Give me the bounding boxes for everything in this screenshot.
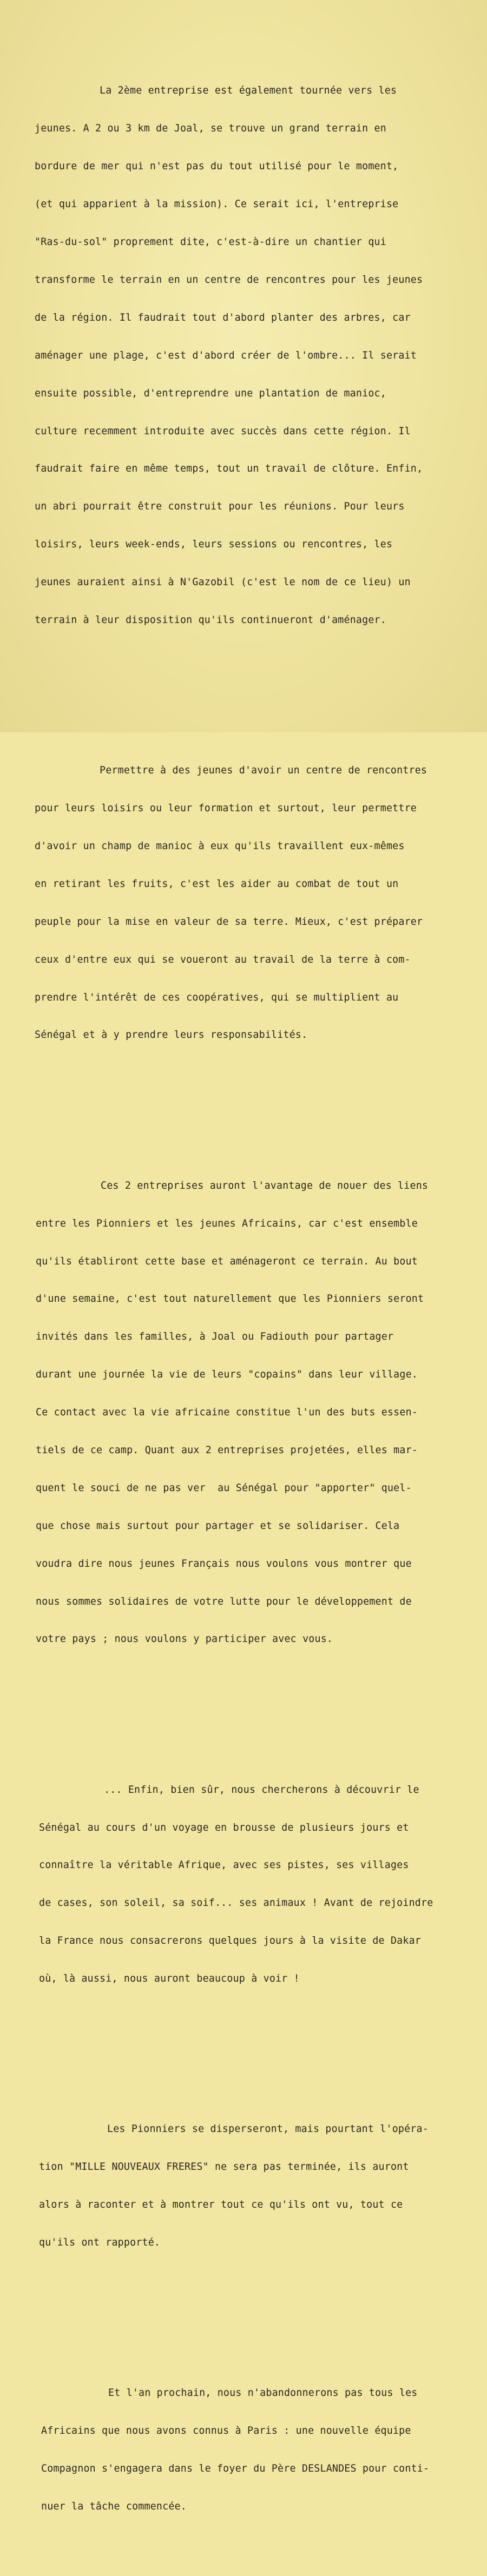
- paragraph-1: [35, 59, 479, 652]
- paragraph-gap: [30, 1104, 479, 1116]
- text-line: où, là aussi, nous auront beaucoup à voir !: [39, 1973, 300, 1985]
- text-line: Les Pionniers se disperseront, mais pourtant l'opéra-: [107, 2123, 429, 2135]
- document-body: [30, 22, 479, 2576]
- text-line: aménager une plage, c'est d'abord créer de l'ombre... Il serait: [35, 349, 417, 361]
- paragraph-5: [39, 2098, 479, 2274]
- text-line: la France nous consacrerons quelques jours à la visite de Dakar: [39, 1935, 421, 1947]
- paragraph-6: [41, 2362, 479, 2538]
- text-line: qu'ils ont rapporté.: [39, 2237, 161, 2249]
- text-line: ensuite possible, d'entreprendre une plantation de manioc,: [35, 387, 386, 399]
- text-line: peuple pour la mise en valeur de sa terre. Mieux, c'est préparer: [35, 916, 423, 928]
- paragraph-gap: [30, 690, 479, 701]
- text-line: Ce contact avec la vie africaine constitue l'un des buts essen-: [36, 1407, 418, 1419]
- text-line: terrain à leur disposition qu'ils continueront d'aménager.: [35, 614, 386, 626]
- text-line: La 2ème entreprise est également tournée vers les: [100, 85, 397, 97]
- text-line: Et l'an prochain, nous n'abandonnerons pas tous les: [108, 2387, 418, 2399]
- text-line: jeunes. A 2 ou 3 km de Joal, se trouve un grand terrain en: [35, 123, 386, 135]
- text-line: invités dans les familles, à Joal ou Fadiouth pour partager: [36, 1331, 394, 1343]
- text-line: voudra dire nous jeunes Français nous voulons vous montrer que: [36, 1558, 412, 1570]
- text-line: bordure de mer qui n'est pas du tout utilisé pour le moment,: [35, 161, 399, 173]
- paragraph-gap: [30, 2312, 479, 2324]
- text-line: prendre l'intérêt de ces coopératives, qui se multiplient au: [35, 991, 399, 1003]
- text-line: durant une journée la vie de leurs "copains" dans leur village.: [36, 1369, 418, 1381]
- text-line: transforme le terrain en un centre de rencontres pour les jeunes: [35, 274, 423, 286]
- text-line: que chose mais surtout pour partager et se solidariser. Cela: [36, 1520, 400, 1532]
- text-line: de la région. Il faudrait tout d'abord planter des arbres, car: [35, 312, 411, 323]
- text-line: tion "MILLE NOUVEAUX FRERES" ne sera pas terminée, ils auront: [39, 2161, 409, 2173]
- text-line: connaître la véritable Afrique, avec ses pistes, ses villages: [39, 1859, 409, 1871]
- text-line: un abri pourrait être construit pour les réunions. Pour leurs: [35, 501, 405, 513]
- text-line: ... Enfin, bien sûr, nous chercherons à découvrir le: [104, 1784, 419, 1796]
- text-line: nous sommes solidaires de votre lutte pour le développement de: [36, 1595, 412, 1607]
- text-line: de cases, son soleil, sa soif... ses animaux ! Avant de rejoindre: [39, 1897, 433, 1909]
- text-line: en retirant les fruits, c'est les aider au combat de tout un: [35, 878, 399, 890]
- paragraph-2: [35, 739, 479, 1067]
- text-line: "Ras-du-sol" proprement dite, c'est-à-dire un chantier qui: [35, 236, 386, 248]
- text-line: faudrait faire en même temps, tout un travail de clôture. Enfin,: [35, 463, 423, 475]
- text-line: culture recemment introduite avec succès dans cette région. Il: [35, 425, 411, 437]
- text-line: d'une semaine, c'est tout naturellement que les Pionniers seront: [36, 1293, 424, 1305]
- text-line: Africains que nous avons connus à Paris : une nouvelle équipe: [41, 2425, 411, 2437]
- text-line: pour leurs loisirs ou leur formation et surtout, leur permettre: [35, 803, 417, 814]
- text-line: ceux d'entre eux qui se voueront au travail de la terre à com-: [35, 953, 411, 965]
- text-line: quent le souci de ne pas ver au Sénégal pour "apporter" quel-: [36, 1482, 412, 1494]
- text-line: alors à raconter et à montrer tout ce qu'ils ont vu, tout ce: [39, 2199, 403, 2211]
- text-line: Compagnon s'engagera dans le foyer du Père DESLANDES pour conti-: [41, 2463, 430, 2475]
- text-line: Sénégal au cours d'un voyage en brousse de plusieurs jours et: [39, 1822, 409, 1833]
- text-line: Sénégal et à y prendre leurs responsabilités.: [35, 1029, 308, 1041]
- paragraph-gap: [30, 2048, 479, 2060]
- text-line: (et qui apparient à la mission). Ce serait ici, l'entreprise: [35, 198, 399, 210]
- paragraph-3: [36, 1154, 479, 1671]
- paragraph-4: [39, 1758, 479, 2010]
- text-line: Ces 2 entreprises auront l'avantage de nouer des liens: [101, 1180, 429, 1191]
- text-line: qu'ils établiront cette base et aménageront ce terrain. Au bout: [36, 1255, 418, 1267]
- text-line: Permettre à des jeunes d'avoir un centre de rencontres: [100, 765, 427, 777]
- text-line: entre les Pionniers et les jeunes Africains, car c'est ensemble: [36, 1217, 418, 1229]
- paragraph-gap: [30, 1708, 479, 1720]
- text-line: jeunes auraient ainsi à N'Gazobil (c'est le nom de ce lieu) un: [35, 577, 411, 588]
- text-line: votre pays ; nous voulons y participer avec vous.: [36, 1633, 333, 1645]
- text-line: nuer la tâche commencée.: [41, 2501, 187, 2512]
- text-line: tiels de ce camp. Quant aux 2 entreprises projetées, elles mar-: [36, 1444, 418, 1456]
- text-line: loisirs, leurs week-ends, leurs sessions ou rencontres, les: [35, 539, 393, 551]
- text-line: d'avoir un champ de manioc à eux qu'ils travaillent eux-mêmes: [35, 840, 405, 852]
